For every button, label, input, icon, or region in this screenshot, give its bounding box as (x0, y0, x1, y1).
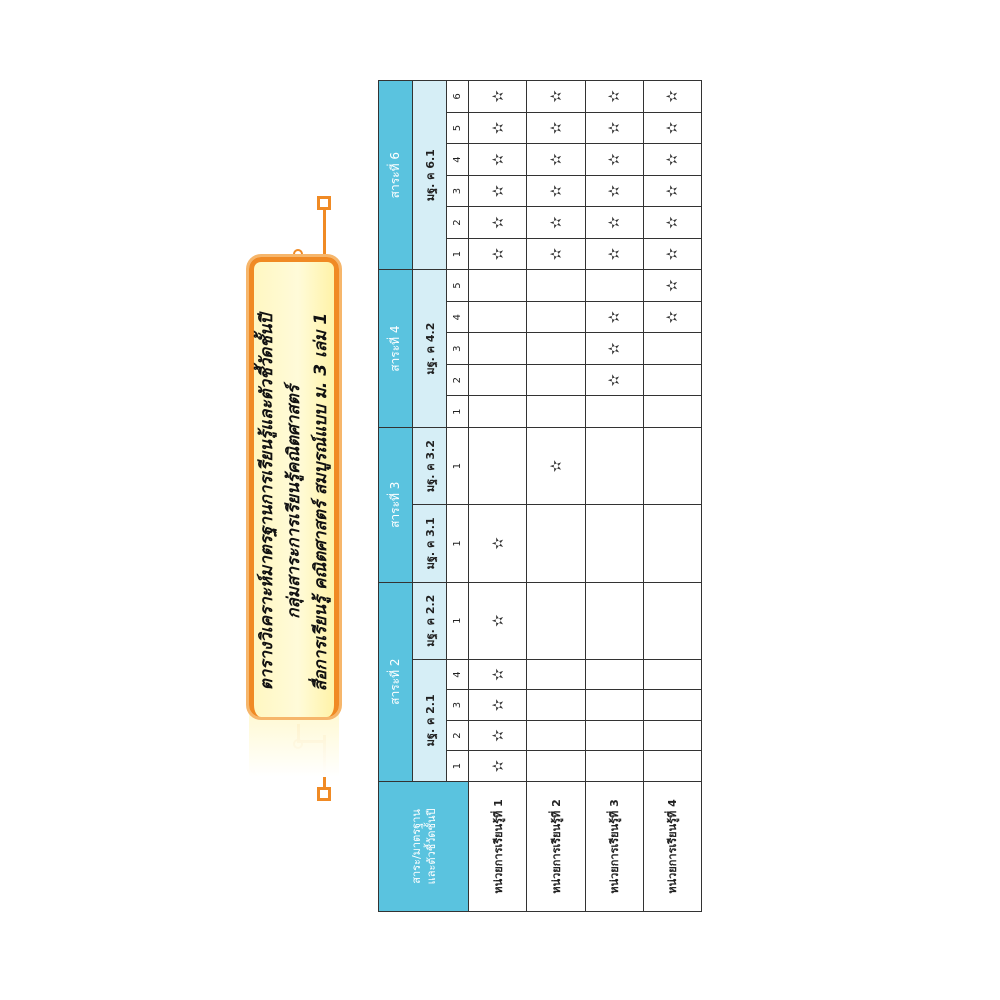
deco-square-top (317, 196, 331, 210)
mark-cell (469, 396, 527, 428)
mark-cell (643, 112, 701, 144)
mark-cell (469, 175, 527, 207)
mark-cell (527, 582, 585, 659)
mark-cell (469, 751, 527, 782)
table-row (527, 81, 585, 912)
deco-square-bottom (317, 787, 331, 801)
mark-cell (643, 333, 701, 365)
mark-cell (469, 427, 527, 504)
mark-cell (643, 659, 701, 690)
mark-cell (643, 81, 701, 113)
mark-cell (585, 207, 643, 239)
star-mark-icon: ✫ (488, 247, 507, 261)
star-mark-icon: ✫ (488, 184, 507, 198)
mark-cell (469, 505, 527, 582)
mark-cell (527, 690, 585, 721)
mark-cell (585, 427, 643, 504)
star-mark-icon: ✫ (605, 121, 624, 135)
mark-cell (585, 270, 643, 302)
mark-cell (643, 396, 701, 428)
mark-cell (643, 144, 701, 176)
indicator-number: 6 (447, 81, 469, 113)
mark-cell (643, 364, 701, 396)
mark-cell (527, 751, 585, 782)
mark-cell (643, 207, 701, 239)
mark-cell (585, 238, 643, 270)
mark-cell (585, 690, 643, 721)
mark-cell (469, 112, 527, 144)
strand-header: สาระที่ 2 (379, 582, 413, 781)
mark-cell (469, 270, 527, 302)
mark-cell (527, 427, 585, 504)
standard-header: มฐ. ค 3.2 (413, 427, 447, 504)
strand-header: สาระที่ 4 (379, 270, 413, 428)
table-row (469, 81, 527, 912)
mark-cell (469, 582, 527, 659)
mark-cell (643, 301, 701, 333)
indicator-number: 4 (447, 144, 469, 176)
star-mark-icon: ✫ (663, 310, 682, 324)
title-line-2: กลุ่มสาระการเรียนรู้คณิตศาสตร์ (283, 385, 304, 619)
mark-cell (469, 659, 527, 690)
star-mark-icon: ✫ (663, 121, 682, 135)
star-mark-icon: ✫ (546, 121, 565, 135)
mark-cell (469, 207, 527, 239)
standard-header: มฐ. ค 4.2 (413, 270, 447, 428)
indicator-number: 1 (447, 751, 469, 782)
title-banner (249, 257, 339, 737)
indicator-number: 5 (447, 270, 469, 302)
indicator-number: 1 (447, 427, 469, 504)
mark-cell (527, 270, 585, 302)
star-mark-icon: ✫ (605, 153, 624, 166)
star-mark-icon: ✫ (663, 279, 682, 292)
indicator-number: 4 (447, 301, 469, 333)
star-mark-icon: ✫ (663, 184, 682, 198)
star-mark-icon: ✫ (546, 247, 565, 261)
mark-cell (585, 505, 643, 582)
star-mark-icon: ✫ (488, 668, 507, 681)
star-mark-icon: ✫ (488, 759, 507, 773)
indicator-number: 5 (447, 112, 469, 144)
mark-cell (527, 333, 585, 365)
mark-cell (585, 751, 643, 782)
mark-cell (585, 175, 643, 207)
star-mark-icon: ✫ (663, 216, 682, 229)
corner-line-1: สาระ/มาตรฐาน (409, 809, 423, 884)
standard-header: มฐ. ค 2.1 (413, 659, 447, 781)
mark-cell (527, 238, 585, 270)
indicator-number: 3 (447, 175, 469, 207)
indicator-number: 3 (447, 333, 469, 365)
title-line-1: ตารางวิเคราะห์มาตรฐานการเรียนรู้และตัวชี้วัดชั้นปี (256, 313, 277, 691)
mark-cell (527, 144, 585, 176)
mark-cell (585, 396, 643, 428)
mark-cell (469, 364, 527, 396)
mark-cell (643, 720, 701, 751)
star-mark-icon: ✫ (488, 729, 507, 742)
mark-cell (527, 720, 585, 751)
star-mark-icon: ✫ (546, 90, 565, 103)
mark-cell (585, 720, 643, 751)
star-mark-icon: ✫ (663, 247, 682, 261)
banner-text (255, 267, 333, 737)
standards-table-container (378, 80, 702, 912)
indicator-number: 1 (447, 396, 469, 428)
indicator-number: 2 (447, 720, 469, 751)
star-mark-icon: ✫ (546, 216, 565, 229)
indicator-number: 1 (447, 505, 469, 582)
star-mark-icon: ✫ (663, 153, 682, 166)
star-mark-icon: ✫ (546, 153, 565, 166)
mark-cell (527, 175, 585, 207)
star-mark-icon: ✫ (605, 310, 624, 324)
mark-cell (469, 144, 527, 176)
indicator-number: 1 (447, 582, 469, 659)
star-mark-icon: ✫ (546, 459, 565, 473)
mark-cell (585, 144, 643, 176)
table-row (643, 81, 701, 912)
mark-cell (643, 175, 701, 207)
mark-cell (585, 659, 643, 690)
standard-header: มฐ. ค 2.2 (413, 582, 447, 659)
star-mark-icon: ✫ (488, 121, 507, 135)
mark-cell (469, 81, 527, 113)
star-mark-icon: ✫ (488, 537, 507, 550)
mark-cell (469, 720, 527, 751)
standard-header: มฐ. ค 3.1 (413, 505, 447, 582)
mark-cell (527, 207, 585, 239)
mark-cell (585, 333, 643, 365)
corner-line-2: และตัวชี้วัดชั้นปี (424, 808, 438, 885)
mark-cell (643, 690, 701, 721)
mark-cell (527, 659, 585, 690)
mark-cell (643, 751, 701, 782)
star-mark-icon: ✫ (488, 153, 507, 166)
star-mark-icon: ✫ (605, 216, 624, 229)
indicator-number: 1 (447, 238, 469, 270)
star-mark-icon: ✫ (605, 373, 624, 387)
mark-cell (469, 690, 527, 721)
mark-cell (527, 396, 585, 428)
mark-cell (585, 364, 643, 396)
unit-label: หน่วยการเรียนรู้ที่ 4 (643, 781, 701, 911)
mark-cell (527, 364, 585, 396)
mark-cell (643, 427, 701, 504)
star-mark-icon: ✫ (488, 698, 507, 712)
mark-cell (585, 301, 643, 333)
star-mark-icon: ✫ (488, 216, 507, 229)
indicator-number: 3 (447, 690, 469, 721)
mark-cell (585, 112, 643, 144)
mark-cell (469, 238, 527, 270)
star-mark-icon: ✫ (488, 90, 507, 103)
star-mark-icon: ✫ (663, 90, 682, 103)
mark-cell (643, 505, 701, 582)
star-mark-icon: ✫ (605, 247, 624, 261)
indicator-number: 2 (447, 207, 469, 239)
standards-table (378, 80, 702, 912)
mark-cell (643, 270, 701, 302)
mark-cell (585, 81, 643, 113)
star-mark-icon: ✫ (546, 184, 565, 198)
star-mark-icon: ✫ (605, 342, 624, 355)
strand-header: สาระที่ 6 (379, 81, 413, 270)
mark-cell (469, 333, 527, 365)
mark-cell (527, 505, 585, 582)
indicator-number: 4 (447, 659, 469, 690)
unit-label: หน่วยการเรียนรู้ที่ 1 (469, 781, 527, 911)
mark-cell (643, 582, 701, 659)
mark-cell (527, 301, 585, 333)
unit-label: หน่วยการเรียนรู้ที่ 2 (527, 781, 585, 911)
standard-header: มฐ. ค 6.1 (413, 81, 447, 270)
corner-header (379, 781, 469, 911)
mark-cell (527, 112, 585, 144)
mark-cell (643, 238, 701, 270)
mark-cell (527, 81, 585, 113)
mark-cell (585, 582, 643, 659)
title-line-3: สื่อการเรียนรู้ คณิตศาสตร์ สมบูรณ์แบบ ม. 3 เล่ม 1 (310, 312, 331, 692)
star-mark-icon: ✫ (605, 184, 624, 198)
mark-cell (469, 301, 527, 333)
table-row (585, 81, 643, 912)
star-mark-icon: ✫ (605, 90, 624, 103)
indicator-number: 2 (447, 364, 469, 396)
strand-header: สาระที่ 3 (379, 427, 413, 582)
star-mark-icon: ✫ (488, 614, 507, 627)
unit-label: หน่วยการเรียนรู้ที่ 3 (585, 781, 643, 911)
